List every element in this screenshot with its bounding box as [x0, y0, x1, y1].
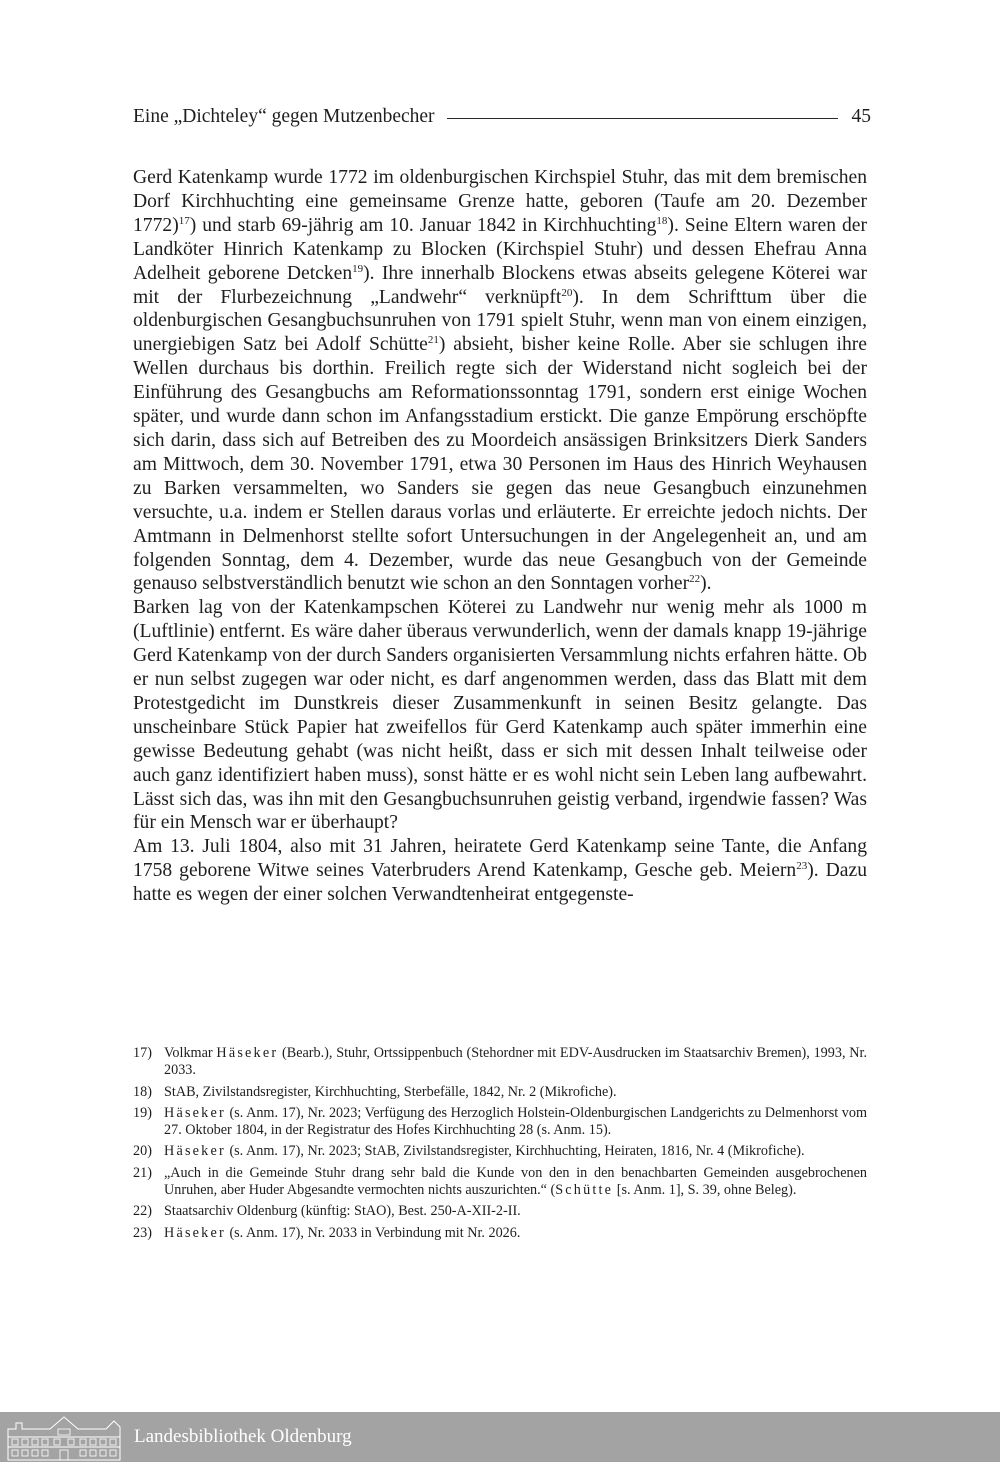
- footnote-number: 18): [133, 1083, 152, 1100]
- paragraph-text: ). Dazu hatte es wegen der einer solchen Verwandtenheirat entgegenste-: [133, 860, 867, 906]
- paragraph-text: Barken lag von der Katenkampschen Köterei zu Landwehr nur wenig mehr als 1000 m (Luftlinie) entfernt. Es wäre daher überaus verwunderlich, wenn der damals knapp 19-jährige Gerd Katenkamp von der durch Sanders organisierten Versammlung nichts erfahren hätte. Ob er nun selbst zugegen war oder nicht, es darf angenommen werden, dass das Blatt mit dem Protestgedicht im Dunstkreis dieser Zusammenkunft in seinen Besitz gelangte. Das unscheinbare Stück Papier hat zweifellos für Gerd Katenkamp auch später immerhin eine gewisse Bedeutung gehabt (was nicht heißt, dass er sich mit dessen Inhalt teilweise oder auch ganz identifiziert haben muss), sonst hätte er es wohl nicht sein Leben lang aufbewahrt. Lässt sich das, was ihn mit den Gesangbuchsunruhen geistig verband, irgendwie fassen? Was für ein Mensch war er überhaupt?: [133, 597, 867, 834]
- paragraph-text: ) absieht, bisher keine Rolle. Aber sie schlugen ihre Wellen durchaus bis dorthin. Freilich regte sich der Widerstand nicht sogleich bei der Einführung des Gesangbuchs am Reformationssonntag 1791, sondern erst einige Wochen später, und wurde dann schon im Anfangsstadium erstickt. Die ganze Empörung erschöpfte sich darin, dass sich auf Betreiben des zu Moordeich ansässigen Brinksitzers Dierk Sanders am Mittwoch, dem 30. November 1791, etwa 30 Personen im Haus des Hinrich Weyhausen zu Barken versammelten, wo Sanders sie gegen das neue Gesangbuch einzunehmen versuchte, u.a. indem er Stellen daraus vorlas und erläuterte. Er erreichte jedoch nichts. Der Amtmann in Delmenhorst stellte sofort Untersuchungen in der Angelegenheit an, und am folgenden Sonntag, dem 4. Dezember, wurde das neue Gesangbuch von der Gemeinde genauso selbstverständlich benutzt wie schon an den Sonntagen vorher: [133, 334, 867, 595]
- author-name: Schütte: [555, 1182, 614, 1199]
- paragraph: [133, 596, 867, 835]
- footnote-text-segment: [s. Anm. 1], S. 39, ohne Beleg).: [613, 1182, 797, 1199]
- footnote-text: [164, 1225, 867, 1242]
- footnote-text-segment: „Auch in die Gemeinde Stuhr drang sehr bald die Kunde von den in den benachbarten Gemeinden ausgebrochenen Unruhen, aber Huder Abgesandte vermochten nichts auszurichten.“ (: [164, 1164, 867, 1199]
- paragraph: [133, 835, 867, 907]
- author-name: Häseker: [216, 1045, 279, 1061]
- footnote: [133, 1225, 867, 1242]
- footnote: [133, 1143, 867, 1160]
- footnote-text-segment: (s. Anm. 17), Nr. 2033 in Verbindung mit Nr. 2026.: [225, 1224, 521, 1241]
- paragraph-text: ). In dem Schrifttum über die oldenburgischen Gesangbuchsunruhen von 1791 spielt Stuhr, wenn man von einem einzigen, unergiebigen Satz bei Adolf Schütte: [133, 286, 867, 356]
- footnote-number: 19): [133, 1104, 152, 1121]
- paragraph-text: Gerd Katenkamp wurde 1772 im oldenburgischen Kirchspiel Stuhr, das mit dem bremischen Dorf Kirchhuchting eine gemeinsame Grenze hatte, geboren (Taufe am 20. Dezember 1772): [133, 167, 867, 236]
- footnote-reference: 18: [656, 214, 668, 227]
- paragraph: [133, 166, 867, 596]
- footnote-text-segment: (s. Anm. 17), Nr. 2023; StAB, Zivilstandsregister, Kirchhuchting, Heiraten, 1816, Nr. 4 (Mikrofiche).: [225, 1143, 805, 1160]
- footnote-text: [164, 1203, 867, 1220]
- footnote-text: [164, 1084, 867, 1101]
- author-name: Häseker: [164, 1224, 226, 1241]
- library-footer-bar: [0, 1412, 1000, 1462]
- footnote-number: 21): [133, 1164, 152, 1181]
- footnote-reference: 17: [178, 214, 190, 227]
- paragraph-text: ). Seine Eltern waren der Landköter Hinrich Katenkamp zu Blocken (Kirchspiel Stuhr) und dessen Ehefrau Anna Adelheit geborene Detcken: [133, 214, 867, 284]
- footnote: [133, 1084, 867, 1101]
- paragraph-text: ). Ihre innerhalb Blockens etwas abseits gelegene Köterei war mit der Flurbezeichnung „Landwehr“ verknüpft: [133, 262, 867, 308]
- footnote-reference: 21: [427, 334, 439, 347]
- footnote-reference: 19: [352, 262, 364, 275]
- footnote-number: 22): [133, 1203, 152, 1220]
- running-head-rule: [447, 118, 838, 119]
- footnote-text: [164, 1045, 867, 1080]
- body-text: [133, 166, 867, 907]
- footnote-text: [164, 1143, 867, 1160]
- library-building-icon: [6, 1415, 124, 1461]
- paragraph-text: ).: [700, 573, 712, 595]
- footnotes: [133, 1045, 867, 1246]
- paragraph-text: Am 13. Juli 1804, also mit 31 Jahren, heiratete Gerd Katenkamp seine Tante, die Anfang 1758 geborene Witwe seines Vaterbruders Arend Katenkamp, Gesche geb. Meiern: [133, 836, 867, 882]
- footnote-reference: 20: [561, 286, 573, 299]
- author-name: Häseker: [164, 1143, 226, 1160]
- running-head-title: Eine „Dichteley“ gegen Mutzenbecher: [133, 106, 435, 127]
- footnote-number: 20): [133, 1143, 152, 1160]
- footnote: [133, 1203, 867, 1220]
- footnote-text-segment: (s. Anm. 17), Nr. 2023; Verfügung des Herzoglich Holstein-Oldenburgischen Landgerichts zu Delmenhorst vom 27. Oktober 1804, in der Registratur des Hofes Kirchhuchting 28 (s. Anm. 15).: [164, 1104, 867, 1139]
- footnote-number: 23): [133, 1224, 152, 1241]
- footnote: [133, 1165, 867, 1200]
- page-number: 45: [851, 106, 871, 127]
- footnote-reference: 22: [689, 573, 701, 586]
- library-name: Landesbibliothek Oldenburg: [134, 1426, 352, 1447]
- footnote-number: 17): [133, 1045, 152, 1061]
- footnote-text: [164, 1105, 867, 1140]
- footnote-text-segment: (Bearb.), Stuhr, Ortssippenbuch (Stehordner mit EDV-Ausdrucken im Staatsarchiv Bremen), 1993, Nr. 2033.: [164, 1045, 868, 1079]
- author-name: Häseker: [164, 1104, 226, 1121]
- footnote-reference: 23: [796, 860, 808, 873]
- footnote-text-segment: Volkmar: [164, 1045, 217, 1061]
- footnote: [133, 1045, 867, 1080]
- footnote-text-segment: Staatsarchiv Oldenburg (künftig: StAO), Best. 250-A-XII-2-II.: [164, 1203, 521, 1220]
- footnote-text: [164, 1165, 867, 1200]
- running-head: [133, 104, 871, 130]
- paragraph-text: ) und starb 69-jährig am 10. Januar 1842 in Kirchhuchting: [189, 214, 657, 236]
- footnote-text-segment: StAB, Zivilstandsregister, Kirchhuchting, Sterbefälle, 1842, Nr. 2 (Mikrofiche).: [164, 1083, 617, 1100]
- footnote: [133, 1105, 867, 1140]
